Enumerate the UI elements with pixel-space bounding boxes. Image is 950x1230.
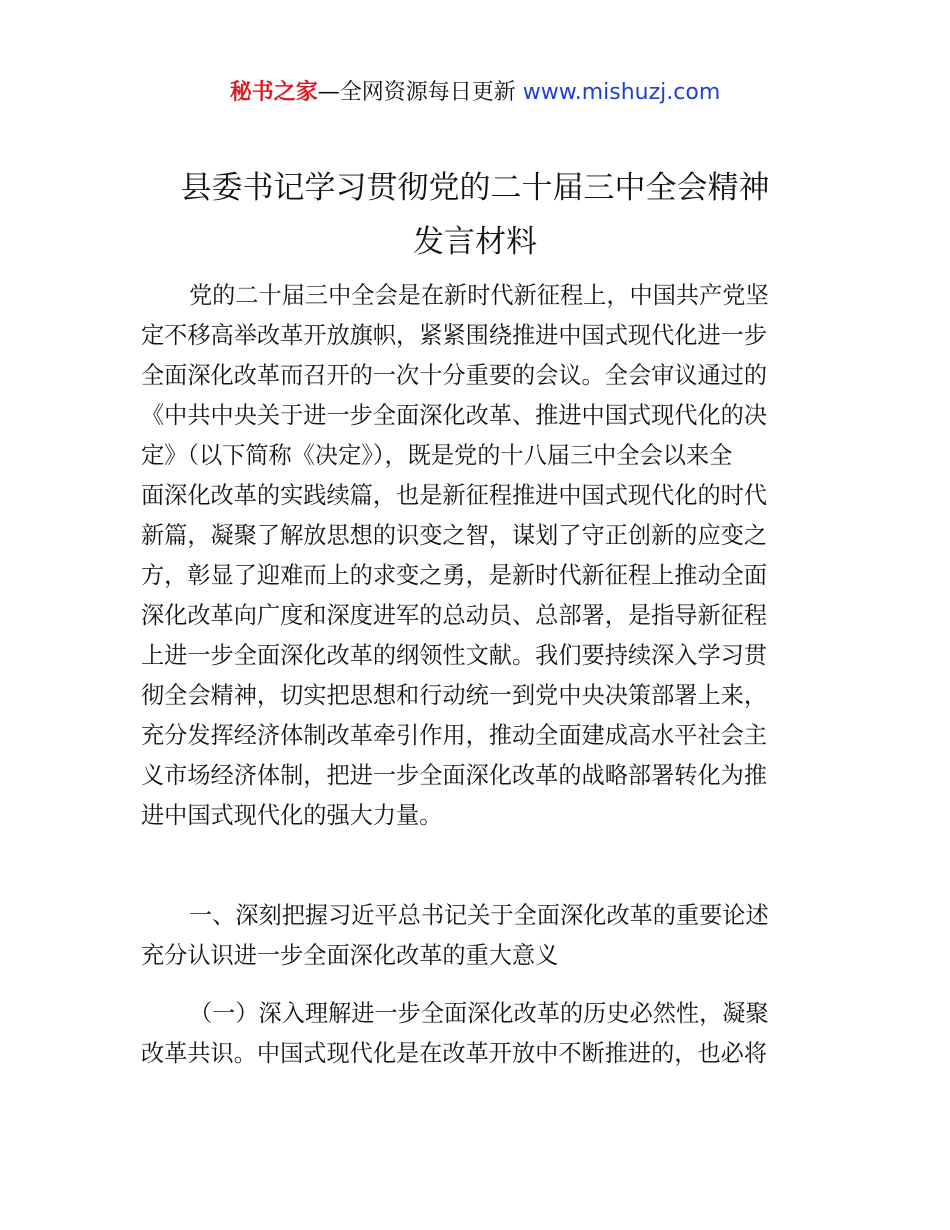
header-tagline: —全网资源每日更新: [317, 80, 523, 105]
text-line: 全面深化改革而召开的一次十分重要的会议。全会审议通过的: [141, 362, 768, 389]
text-line: 定》（以下简称《决定》），既是党的十八届三中全会以来全: [141, 442, 733, 469]
text-line: 党的二十届三中全会是在新时代新征程上，中国共产党坚: [189, 282, 769, 309]
text-line: 彻全会精神，切实把思想和行动统一到党中央决策部署上来，: [141, 682, 768, 709]
text-line: 进中国式现代化的强大力量。: [141, 802, 443, 829]
text-line: 改革共识。中国式现代化是在改革开放中不断推进的，也必将: [141, 1040, 768, 1067]
text-line: 义市场经济体制，把进一步全面深化改革的战略部署转化为推: [141, 762, 768, 789]
document-title-line-1: 县委书记学习贯彻党的二十届三中全会精神: [180, 170, 770, 206]
paragraph-subsection-1: [141, 994, 813, 1074]
text-line: 定不移高举改革开放旗帜，紧紧围绕推进中国式现代化进一步: [141, 322, 768, 349]
section-heading-1: [141, 896, 813, 976]
text-line: 充分认识进一步全面深化改革的重大意义: [141, 942, 559, 969]
site-header: [0, 76, 950, 110]
site-url[interactable]: www.mishuzj.com: [522, 80, 721, 105]
text-line: （一）深入理解进一步全面深化改革的历史必然性，凝聚: [189, 1000, 769, 1027]
brand-name: 秘书之家: [229, 80, 318, 105]
text-line: 面深化改革的实践续篇，也是新征程推进中国式现代化的时代: [141, 482, 768, 509]
text-line: 一、深刻把握习近平总书记关于全面深化改革的重要论述: [189, 902, 769, 929]
text-line: 方，彰显了迎难而上的求变之勇，是新时代新征程上推动全面: [141, 562, 768, 589]
paragraph-intro: [141, 276, 813, 836]
text-line: 深化改革向广度和深度进军的总动员、总部署，是指导新征程: [141, 602, 768, 629]
text-line: 新篇，凝聚了解放思想的识变之智，谋划了守正创新的应变之: [141, 522, 768, 549]
text-line: 《中共中央关于进一步全面深化改革、推进中国式现代化的决: [141, 402, 768, 429]
text-line: 充分发挥经济体制改革牵引作用，推动全面建成高水平社会主: [141, 722, 768, 749]
text-line: 上进一步全面深化改革的纲领性文献。我们要持续深入学习贯: [141, 642, 768, 669]
document-title-line-2: 发言材料: [413, 224, 537, 260]
